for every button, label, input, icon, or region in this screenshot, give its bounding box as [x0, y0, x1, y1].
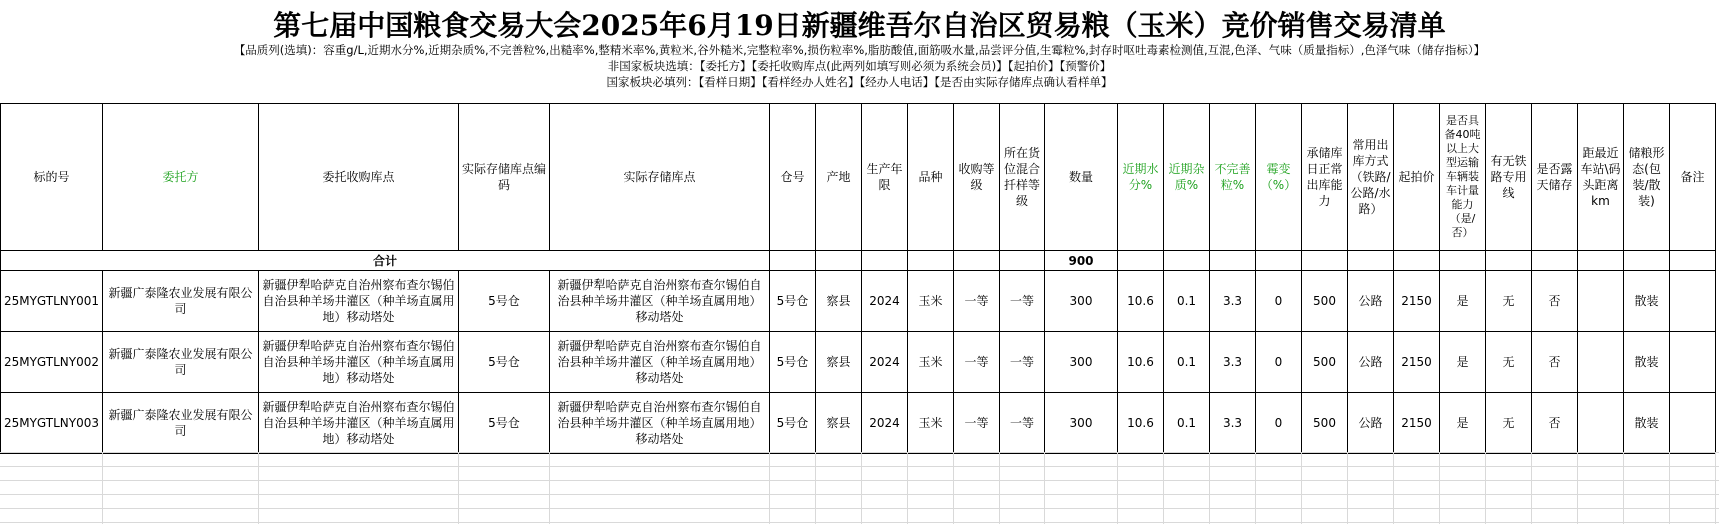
- cell-client: 新疆广泰隆农业发展有限公司: [103, 332, 259, 393]
- header-cell: 所在货位混合扦样等级: [1000, 104, 1045, 251]
- grid-line: [1209, 452, 1210, 524]
- cell-start-price: 2150: [1394, 393, 1440, 454]
- cell-transport: 公路: [1348, 393, 1394, 454]
- grid-line: [1255, 452, 1256, 524]
- header-cell: 是否露天储存: [1532, 104, 1578, 251]
- header-cell: 标的号: [1, 104, 103, 251]
- grid-line: [1577, 452, 1578, 524]
- grid-line: [1485, 452, 1486, 524]
- grid-line: [1301, 452, 1302, 524]
- grid-line: [1117, 452, 1118, 524]
- cell-mixed-grade: 一等: [1000, 271, 1045, 332]
- grid-line: [1347, 452, 1348, 524]
- cell-form: 散装: [1624, 332, 1670, 393]
- header-cell: 是否具备40吨以上大型运输车辆装车计量能力（是/否）: [1440, 104, 1486, 251]
- header-cell: 备注: [1670, 104, 1716, 251]
- cell-storage-point: 新疆伊犁哈萨克自治州察布查尔锡伯自治县种羊场井灌区（种羊场直属用地）移动塔处: [550, 271, 770, 332]
- grid-line: [907, 452, 908, 524]
- cell-variety: 玉米: [908, 393, 954, 454]
- total-row: [1, 251, 1716, 271]
- cell-bin: 5号仓: [770, 393, 816, 454]
- cell-origin: 察县: [816, 271, 862, 332]
- cell-grade: 一等: [954, 332, 1000, 393]
- grid-line: [1044, 452, 1045, 524]
- cell-client: 新疆广泰隆农业发展有限公司: [103, 271, 259, 332]
- cell-storage-point: 新疆伊犁哈萨克自治州察布查尔锡伯自治县种羊场井灌区（种羊场直属用地）移动塔处: [550, 393, 770, 454]
- header-cell: 储粮形态(包装/散装): [1624, 104, 1670, 251]
- cell-purchase-point: 新疆伊犁哈萨克自治州察布查尔锡伯自治县种羊场井灌区（种羊场直属用地）移动塔处: [259, 393, 459, 454]
- grid-line: [769, 452, 770, 524]
- cell-storage-code: 5号仓: [459, 393, 550, 454]
- header-cell: 仓号: [770, 104, 816, 251]
- header-cell: 产地: [816, 104, 862, 251]
- cell-form: 散装: [1624, 271, 1670, 332]
- header-cell: 收购等级: [954, 104, 1000, 251]
- note-non-national: 非国家板块选填：【委托方】【委托收购库点(此两列如填写则必须为系统会员)】【起拍价】【预警价】: [607, 59, 1112, 73]
- cell-origin: 察县: [816, 393, 862, 454]
- grid-line: [1531, 452, 1532, 524]
- cell-mixed-grade: 一等: [1000, 393, 1045, 454]
- header-row: [1, 104, 1716, 251]
- header-cell: 近期水分%: [1118, 104, 1164, 251]
- header-cell: 生产年限: [862, 104, 908, 251]
- cell-form: 散装: [1624, 393, 1670, 454]
- grid-line: [953, 452, 954, 524]
- cell-distance: [1578, 332, 1624, 393]
- header-cell: 委托方: [103, 104, 259, 251]
- cell-bin: 5号仓: [770, 271, 816, 332]
- cell-purchase-point: 新疆伊犁哈萨克自治州察布查尔锡伯自治县种羊场井灌区（种羊场直属用地）移动塔处: [259, 332, 459, 393]
- cell-mixed-grade: 一等: [1000, 332, 1045, 393]
- grid-line: [1439, 452, 1440, 524]
- cell-quantity: 300: [1045, 393, 1118, 454]
- header-cell: 承储库日正常出库能力: [1302, 104, 1348, 251]
- cell-rail: 无: [1486, 332, 1532, 393]
- total-label: 合计: [1, 251, 770, 271]
- grid-line: [1669, 452, 1670, 524]
- grid-line: [102, 452, 103, 524]
- cell-transport: 公路: [1348, 271, 1394, 332]
- grid-line: [258, 452, 259, 524]
- grid-line: [1393, 452, 1394, 524]
- cell-remark: [1670, 393, 1716, 454]
- cell-storage-code: 5号仓: [459, 332, 550, 393]
- cell-distance: [1578, 271, 1624, 332]
- header-cell: 有无铁路专用线: [1486, 104, 1532, 251]
- cell-truck: 是: [1440, 393, 1486, 454]
- cell-id: 25MYGTLNY001: [1, 271, 103, 332]
- note-national: 国家板块必填列：【看样日期】【看样经办人姓名】【经办人电话】【是否由实际存储库点确认看样单】: [606, 75, 1113, 89]
- note-quality: 【品质列(选填)：容重g/L,近期水分%,近期杂质%,不完善粒%,出糙率%,整精米率%,黄粒米,谷外糙米,完整粒率%,损伤粒率%,脂肪酸值,面筋吸水量,品尝评分值,生霉粒%,封存时呕吐毒素检测值,互混,色泽、气味（质量指标）,色泽气味（储存指标）】: [233, 43, 1486, 57]
- cell-mildew: 0: [1256, 271, 1302, 332]
- grid-line: [458, 452, 459, 524]
- cell-capacity: 500: [1302, 332, 1348, 393]
- cell-purchase-point: 新疆伊犁哈萨克自治州察布查尔锡伯自治县种羊场井灌区（种羊场直属用地）移动塔处: [259, 271, 459, 332]
- cell-capacity: 500: [1302, 271, 1348, 332]
- grid-line: [1163, 452, 1164, 524]
- table-row: [1, 393, 1716, 454]
- cell-bin: 5号仓: [770, 332, 816, 393]
- cell-imperfect: 3.3: [1210, 393, 1256, 454]
- cell-start-price: 2150: [1394, 271, 1440, 332]
- cell-storage-code: 5号仓: [459, 271, 550, 332]
- cell-capacity: 500: [1302, 393, 1348, 454]
- header-cell: 常用出库方式（铁路/公路/水路）: [1348, 104, 1394, 251]
- cell-mildew: 0: [1256, 332, 1302, 393]
- cell-year: 2024: [862, 393, 908, 454]
- total-quantity: 900: [1045, 251, 1118, 271]
- cell-rail: 无: [1486, 393, 1532, 454]
- grid-line: [999, 452, 1000, 524]
- cell-client: 新疆广泰隆农业发展有限公司: [103, 393, 259, 454]
- header-cell: 品种: [908, 104, 954, 251]
- cell-open-air: 否: [1532, 332, 1578, 393]
- grid-line: [1715, 452, 1716, 524]
- cell-remark: [1670, 332, 1716, 393]
- header-cell: 近期杂质%: [1164, 104, 1210, 251]
- table-row: [1, 332, 1716, 393]
- cell-impurity: 0.1: [1164, 332, 1210, 393]
- cell-truck: 是: [1440, 332, 1486, 393]
- header-cell: 霉变（%）: [1256, 104, 1302, 251]
- header-cell: 委托收购库点: [259, 104, 459, 251]
- cell-variety: 玉米: [908, 332, 954, 393]
- grid-line: [1623, 452, 1624, 524]
- cell-open-air: 否: [1532, 271, 1578, 332]
- cell-transport: 公路: [1348, 332, 1394, 393]
- cell-imperfect: 3.3: [1210, 271, 1256, 332]
- cell-year: 2024: [862, 332, 908, 393]
- header-cell: 数量: [1045, 104, 1118, 251]
- cell-moisture: 10.6: [1118, 271, 1164, 332]
- header-cell: 距最近车站\码头距离km: [1578, 104, 1624, 251]
- cell-rail: 无: [1486, 271, 1532, 332]
- cell-variety: 玉米: [908, 271, 954, 332]
- cell-moisture: 10.6: [1118, 393, 1164, 454]
- cell-id: 25MYGTLNY003: [1, 393, 103, 454]
- cell-distance: [1578, 393, 1624, 454]
- cell-quantity: 300: [1045, 271, 1118, 332]
- cell-impurity: 0.1: [1164, 271, 1210, 332]
- cell-truck: 是: [1440, 271, 1486, 332]
- header-cell: 不完善粒%: [1210, 104, 1256, 251]
- cell-start-price: 2150: [1394, 332, 1440, 393]
- cell-grade: 一等: [954, 271, 1000, 332]
- cell-imperfect: 3.3: [1210, 332, 1256, 393]
- cell-moisture: 10.6: [1118, 332, 1164, 393]
- page-title: 第七届中国粮食交易大会2025年6月19日新疆维吾尔自治区贸易粮（玉米）竞价销售交易清单: [273, 9, 1446, 42]
- cell-origin: 察县: [816, 332, 862, 393]
- header-cell: 实际存储库点编码: [459, 104, 550, 251]
- header-cell: 起拍价: [1394, 104, 1440, 251]
- grid-line: [815, 452, 816, 524]
- cell-impurity: 0.1: [1164, 393, 1210, 454]
- cell-grade: 一等: [954, 393, 1000, 454]
- cell-remark: [1670, 271, 1716, 332]
- trade-table: [0, 103, 1716, 454]
- grid-line: [549, 452, 550, 524]
- cell-open-air: 否: [1532, 393, 1578, 454]
- table-row: [1, 271, 1716, 332]
- cell-quantity: 300: [1045, 332, 1118, 393]
- cell-mildew: 0: [1256, 393, 1302, 454]
- cell-storage-point: 新疆伊犁哈萨克自治州察布查尔锡伯自治县种羊场井灌区（种羊场直属用地）移动塔处: [550, 332, 770, 393]
- cell-id: 25MYGTLNY002: [1, 332, 103, 393]
- cell-year: 2024: [862, 271, 908, 332]
- grid-line: [861, 452, 862, 524]
- header-cell: 实际存储库点: [550, 104, 770, 251]
